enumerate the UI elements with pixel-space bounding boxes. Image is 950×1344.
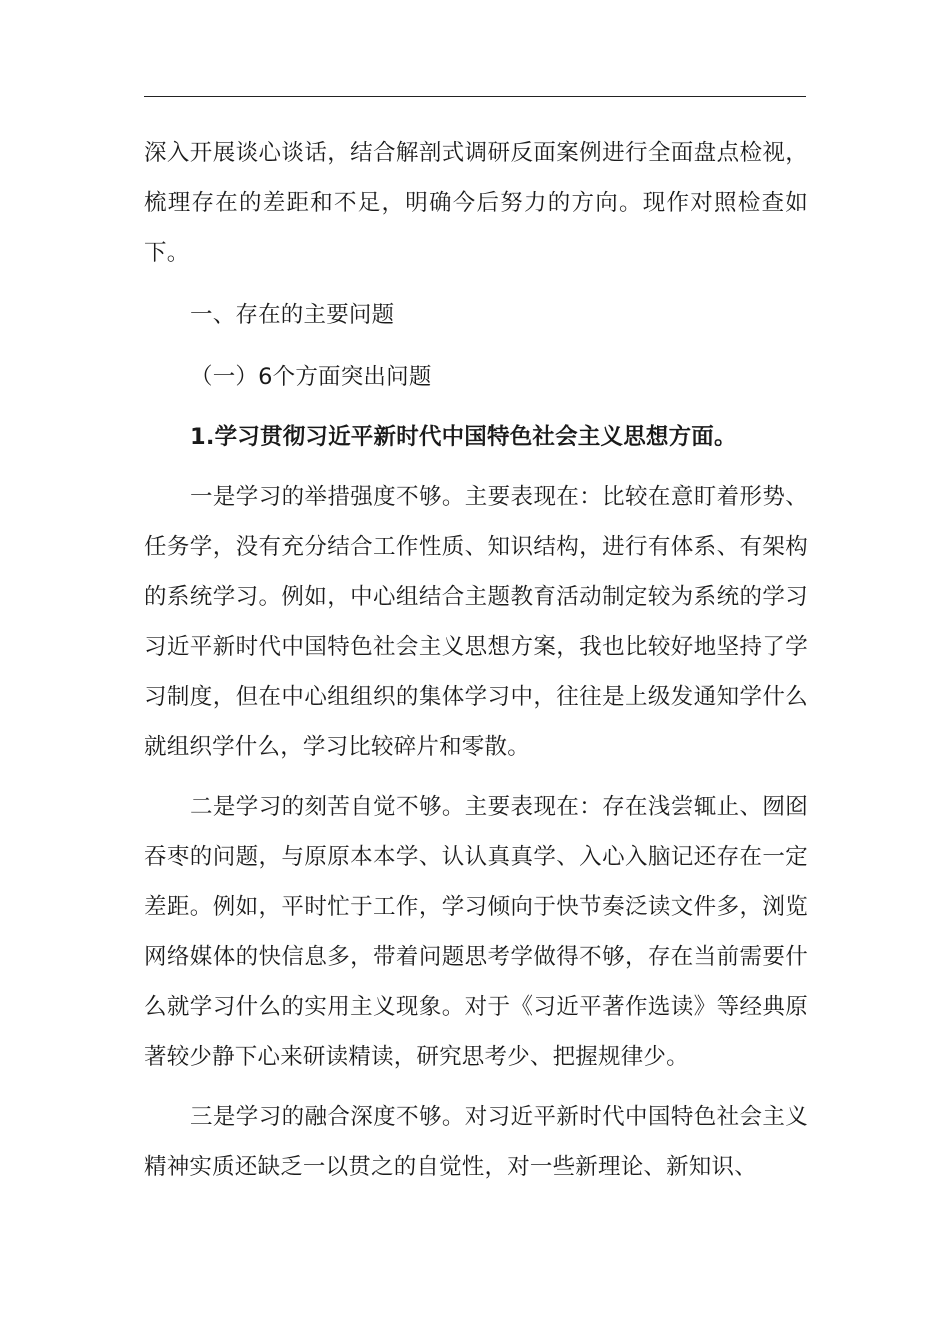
subsection-heading: （一）6个方面突出问题 bbox=[190, 364, 432, 390]
body-paragraph-second: 二是学习的刻苦自觉不够。主要表现在：存在浅尝辄止、囫囵吞枣的问题，与原原本本学、认认真真学、入心入脑记还存在一定差距。例如，平时忙于工作，学习倾向于快节奏泛读文件多，浏览网络媒体的快信息多，带着问题思考学做得不够，存在当前需要什么就学习什么的实用主义现象。对于《习近平著作选读》等经典原著较少静下心来研读精读，研究思考少、把握规律少。 bbox=[144, 794, 808, 1070]
body-paragraph-first: 一是学习的举措强度不够。主要表现在：比较在意盯着形势、任务学，没有充分结合工作性质、知识结构，进行有体系、有架构的系统学习。例如，中心组结合主题教育活动制定较为系统的学习习近平新时代中国特色社会主义思想方案，我也比较好地坚持了学习制度，但在中心组组织的集体学习中，往往是上级发通知学什么就组织学什么，学习比较碎片和零散。 bbox=[144, 484, 808, 760]
intro-paragraph: 深入开展谈心谈话，结合解剖式调研反面案例进行全面盘点检视，梳理存在的差距和不足，明确今后努力的方向。现作对照检查如下。 bbox=[144, 140, 808, 266]
section-heading: 一、存在的主要问题 bbox=[190, 302, 395, 328]
body-paragraph-third: 三是学习的融合深度不够。对习近平新时代中国特色社会主义精神实质还缺乏一以贯之的自觉性，对一些新理论、新知识、 bbox=[144, 1104, 808, 1180]
header-rule bbox=[144, 96, 806, 97]
document-body bbox=[144, 128, 808, 1192]
topic-heading: 1.学习贯彻习近平新时代中国特色社会主义思想方面。 bbox=[190, 424, 737, 450]
